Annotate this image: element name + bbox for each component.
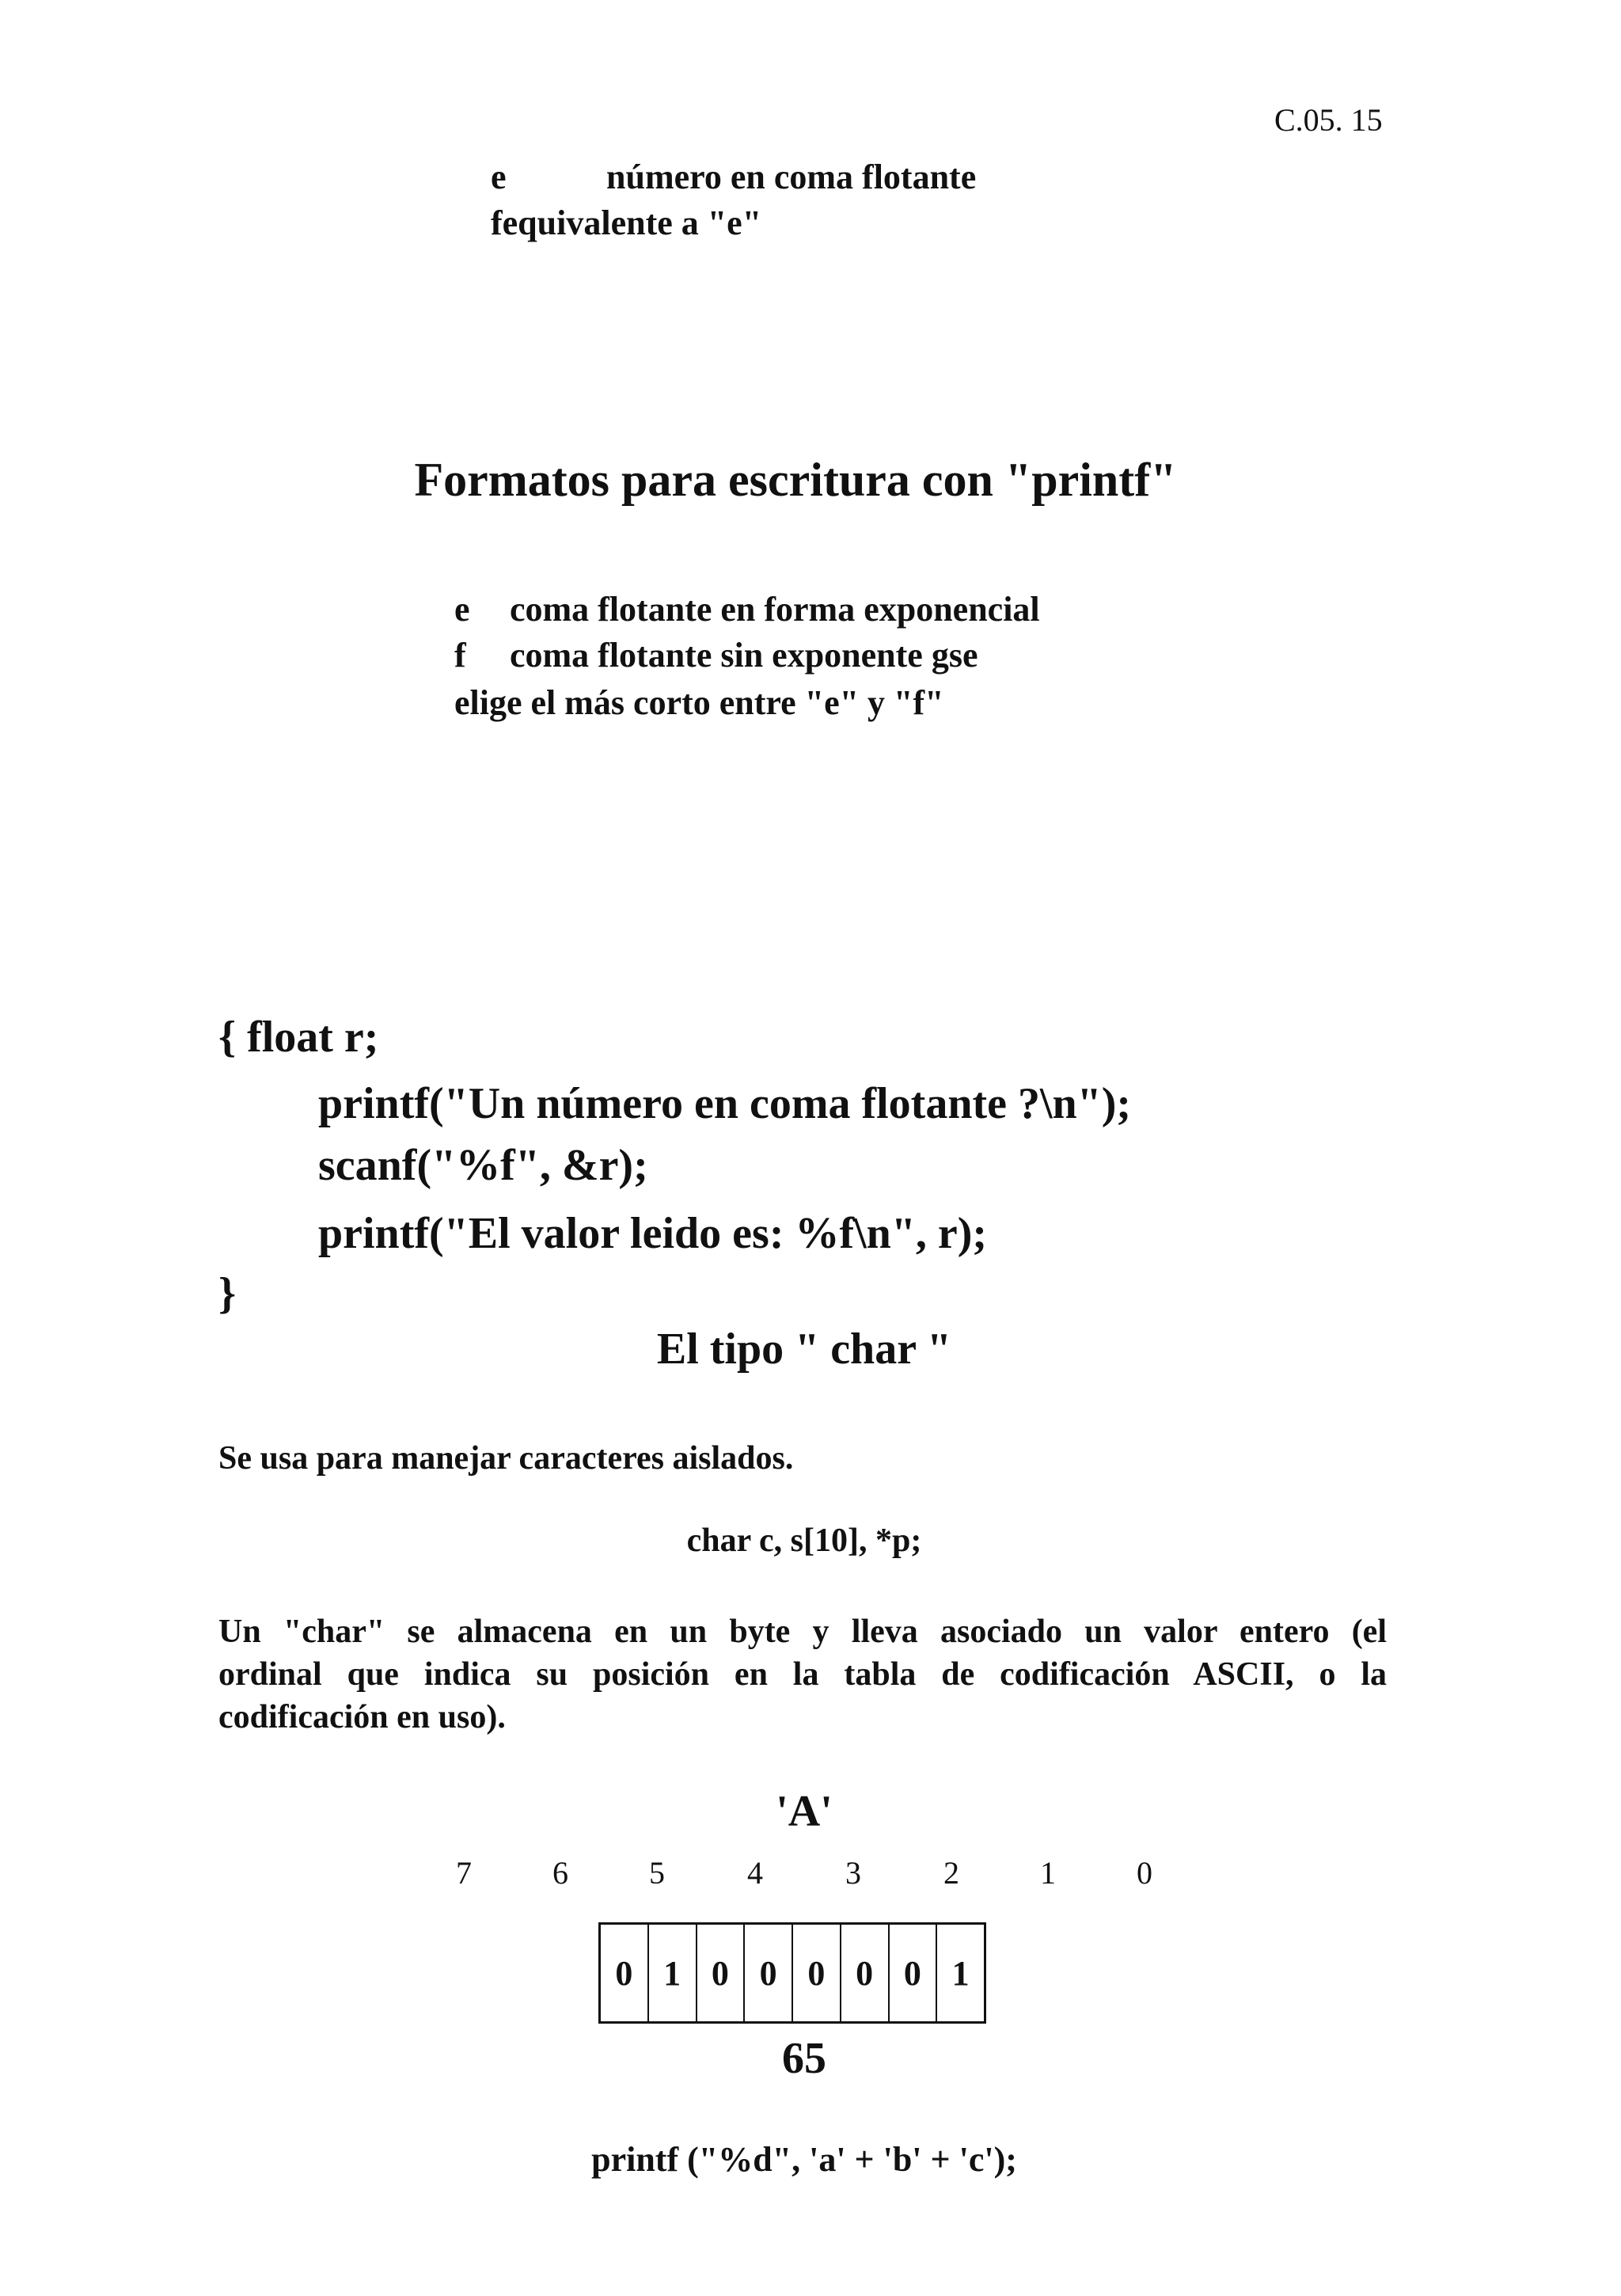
bit-index-label: 3 [845,1855,861,1891]
printf-format-e-description: coma flotante en forma exponencial [510,590,1040,629]
bit-index-label: 5 [649,1855,665,1891]
example-char-literal: 'A' [776,1787,833,1836]
bit-cell: 0 [793,1925,841,2021]
paragraph-line: Un "char" se almacena en un byte y lleva asociado un valor entero (el [218,1614,1387,1650]
bit-index-label: 7 [456,1855,472,1891]
char-description-paragraph [218,1610,1387,1739]
paragraph-line: ordinal que indica su posición en la tabla de codificación ASCII, o la [218,1656,1387,1693]
scanf-format-f-line: fequivalente a "e" [491,203,762,242]
bit-index-label: 1 [1040,1855,1056,1891]
bit-cell: 0 [601,1925,649,2021]
code-line: printf("Un número en coma flotante ?\n"); [318,1079,1132,1128]
printf-format-f-code: f [454,636,466,675]
page-number: C.05. 15 [1274,102,1383,138]
paragraph-line: codificación en uso). [218,1699,506,1735]
bit-cell: 0 [890,1925,938,2021]
bit-index-label: 4 [747,1855,763,1891]
bit-index-label: 0 [1137,1855,1152,1891]
byte-diagram [598,1922,986,2024]
char-intro-text: Se usa para manejar caracteres aislados. [218,1440,794,1477]
printf-formats-heading: Formatos para escritura con "printf" [414,454,1177,506]
byte-decimal-value: 65 [782,2034,826,2083]
bit-cell: 0 [841,1925,890,2021]
code-line: scanf("%f", &r); [318,1141,648,1190]
char-type-heading: El tipo " char " [656,1325,952,1374]
bit-cell: 1 [649,1925,697,2021]
code-line: printf("El valor leido es: %f\n", r); [318,1209,988,1258]
printf-format-e-code: e [454,590,470,629]
printf-format-f-description: coma flotante sin exponente gse [510,636,978,675]
bit-index-label: 6 [552,1855,568,1891]
char-declaration-example: char c, s[10], *p; [686,1522,922,1559]
printf-sum-example: printf ("%d", 'a' + 'b' + 'c'); [591,2140,1017,2179]
printf-format-g-description: elige el más corto entre "e" y "f" [454,683,944,722]
scanf-format-e-code: e [491,158,507,196]
bit-cell: 0 [745,1925,793,2021]
bit-cell: 0 [697,1925,746,2021]
scanf-format-e-description: número en coma flotante [606,158,977,196]
bit-index-label: 2 [943,1855,959,1891]
bit-cell: 1 [951,1953,970,1993]
code-line: { float r; [218,1013,379,1062]
code-line: } [218,1269,237,1318]
